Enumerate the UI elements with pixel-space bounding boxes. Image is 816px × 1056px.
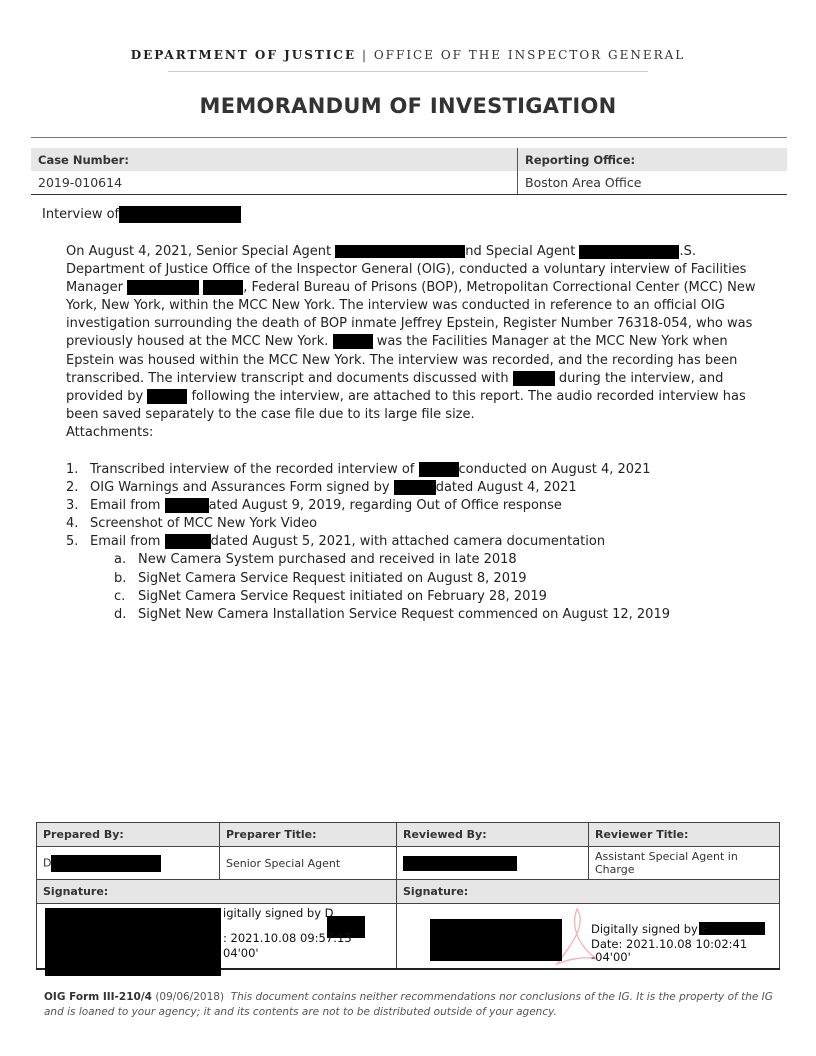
- sub-list-item: [66, 551, 766, 569]
- interview-line: [42, 206, 241, 223]
- redaction-block: [333, 334, 373, 349]
- case-number-label: Case Number:: [31, 148, 518, 171]
- redaction-block: [335, 245, 465, 258]
- redaction-block: [127, 280, 199, 295]
- sub-list-item: [66, 588, 766, 606]
- sub-list-item: [66, 606, 766, 624]
- document-title: MEMORANDUM OF INVESTIGATION: [199, 94, 617, 118]
- signature-date: : 2021.10.08 09:57:13: [223, 931, 352, 945]
- list-text: OIG Warnings and Assurances Form signed by: [90, 480, 390, 496]
- list-text: Screenshot of MCC New York Video: [90, 516, 318, 532]
- agency-header: [0, 48, 816, 62]
- reporting-office-value: Boston Area Office: [518, 171, 788, 195]
- reporting-office-label: Reporting Office:: [518, 148, 788, 171]
- reviewer-name: [397, 847, 589, 880]
- signature-text: igitally signed by D: [223, 906, 334, 920]
- preparer-initial: D: [43, 856, 52, 869]
- sub-list-text: SigNet Camera Service Request initiated on February 28, 2019: [138, 588, 547, 604]
- body-text-7: following the interview, are attached to this report. The audio recorded interview has been saved separately to the case file due to its large file size.: [66, 388, 746, 422]
- case-number-value: 2019-010614: [31, 171, 518, 195]
- list-text: Email from: [90, 534, 161, 550]
- redaction-block: [419, 462, 459, 477]
- sub-list-letter: b.: [114, 570, 127, 586]
- reviewer-title: Assistant Special Agent in Charge: [589, 847, 780, 880]
- reviewed-by-label: Reviewed By:: [397, 823, 589, 847]
- list-number: 3.: [66, 498, 79, 514]
- office-name: OFFICE OF THE INSPECTOR GENERAL: [373, 48, 686, 62]
- body-text-4: , Federal Bureau of Prisons (BOP), Metropolitan Correctional Center (MCC) New York, New York, within the MCC New York. The interview was conducted in reference to an official OIG investigation surrounding the death of BOP inmate Jeffrey Epstein, Register Number 76318-054, who was previously housed at the MCC New York.: [66, 280, 756, 350]
- title-rule: [31, 137, 787, 138]
- reviewer-title-label: Reviewer Title:: [589, 823, 780, 847]
- list-item: [66, 515, 766, 533]
- attachments-heading: Attachments:: [66, 425, 154, 440]
- redaction-block: [579, 245, 679, 259]
- redaction-block: [430, 919, 562, 961]
- list-number: 1.: [66, 462, 79, 477]
- sub-list-text: SigNet Camera Service Request initiated on August 8, 2019: [138, 570, 527, 586]
- list-text: ated August 9, 2019, regarding Out of Office response: [208, 498, 562, 514]
- preparer-title: Senior Special Agent: [220, 847, 397, 880]
- list-item: [66, 461, 766, 479]
- list-item: [66, 479, 766, 497]
- redaction-block: [45, 908, 221, 976]
- reviewer-signature-label: Signature:: [397, 880, 780, 904]
- sub-list-letter: c.: [114, 588, 126, 604]
- sub-list-text: New Camera System purchased and received in late 2018: [138, 552, 517, 568]
- redaction-block: [165, 498, 209, 513]
- preparer-signature-label: Signature:: [37, 880, 397, 904]
- body-text-3: .S. Department of Justice Office of the Inspector General (OIG), conducted a voluntary interview of Facilities Manager: [66, 244, 747, 296]
- list-item: [66, 533, 766, 551]
- attachments-list: [66, 461, 766, 624]
- prepared-by-label: Prepared By:: [37, 823, 220, 847]
- list-text: Email from: [90, 498, 161, 514]
- signature-table: [36, 822, 780, 970]
- sub-list-item: [66, 570, 766, 588]
- header-rule: [168, 71, 648, 72]
- body-text-2: nd Special Agent: [465, 244, 576, 259]
- body-text-5: was the Facilities Manager at the MCC New York when Epstein was housed within the MCC New York. The interview was recorded, and the recording has been transcribed. The interview transcript and documents discussed with: [66, 334, 738, 386]
- reviewer-signature: [397, 904, 780, 970]
- agency-name: DEPARTMENT OF JUSTICE: [130, 48, 357, 62]
- form-date: (09/06/2018): [155, 991, 225, 1003]
- signature-text: Digitally signed by F: [591, 922, 709, 936]
- body-text-6: during the interview, and provided by: [66, 370, 724, 404]
- redaction-block: [513, 371, 555, 386]
- redaction-block: [51, 855, 161, 872]
- sub-list-letter: d.: [114, 606, 127, 622]
- list-text: dated August 5, 2021, with attached camera documentation: [210, 534, 606, 550]
- redaction-block: [403, 856, 517, 871]
- preparer-signature: [37, 904, 397, 970]
- redaction-block: [147, 389, 187, 404]
- header-separator: |: [361, 48, 368, 62]
- signature-date: Date: 2021.10.08 10:02:41 -04'00': [591, 937, 748, 964]
- preparer-title-label: Preparer Title:: [220, 823, 397, 847]
- sub-list-text: SigNet New Camera Installation Service Request commenced on August 12, 2019: [138, 606, 670, 622]
- redaction-block: [203, 280, 243, 295]
- case-info-table: [31, 148, 787, 195]
- signature-offset: 04'00': [223, 946, 259, 960]
- interview-label: Interview of: [42, 207, 120, 222]
- redaction-block: [394, 480, 436, 495]
- list-number: 2.: [66, 480, 79, 496]
- redaction-block: [119, 206, 241, 223]
- preparer-name: [37, 847, 220, 880]
- list-item: [66, 497, 766, 515]
- sub-list-letter: a.: [114, 552, 127, 568]
- list-text: dated August 4, 2021: [435, 480, 577, 496]
- body-paragraph: [66, 243, 766, 424]
- list-text: Transcribed interview of the recorded interview of: [90, 462, 415, 477]
- list-text: conducted on August 4, 2021: [458, 462, 651, 477]
- form-number: OIG Form III-210/4: [44, 991, 152, 1003]
- body-text-1: On August 4, 2021, Senior Special Agent: [66, 244, 332, 259]
- disclaimer: This document contains neither recommendations nor conclusions of the IG. It is the property of the IG and is loaned to your agency; it and its contents are not to be distributed outside of your agency.: [44, 991, 773, 1018]
- redaction-block: [165, 534, 211, 549]
- list-number: 4.: [66, 516, 79, 532]
- footer: [44, 990, 774, 1020]
- list-number: 5.: [66, 534, 79, 550]
